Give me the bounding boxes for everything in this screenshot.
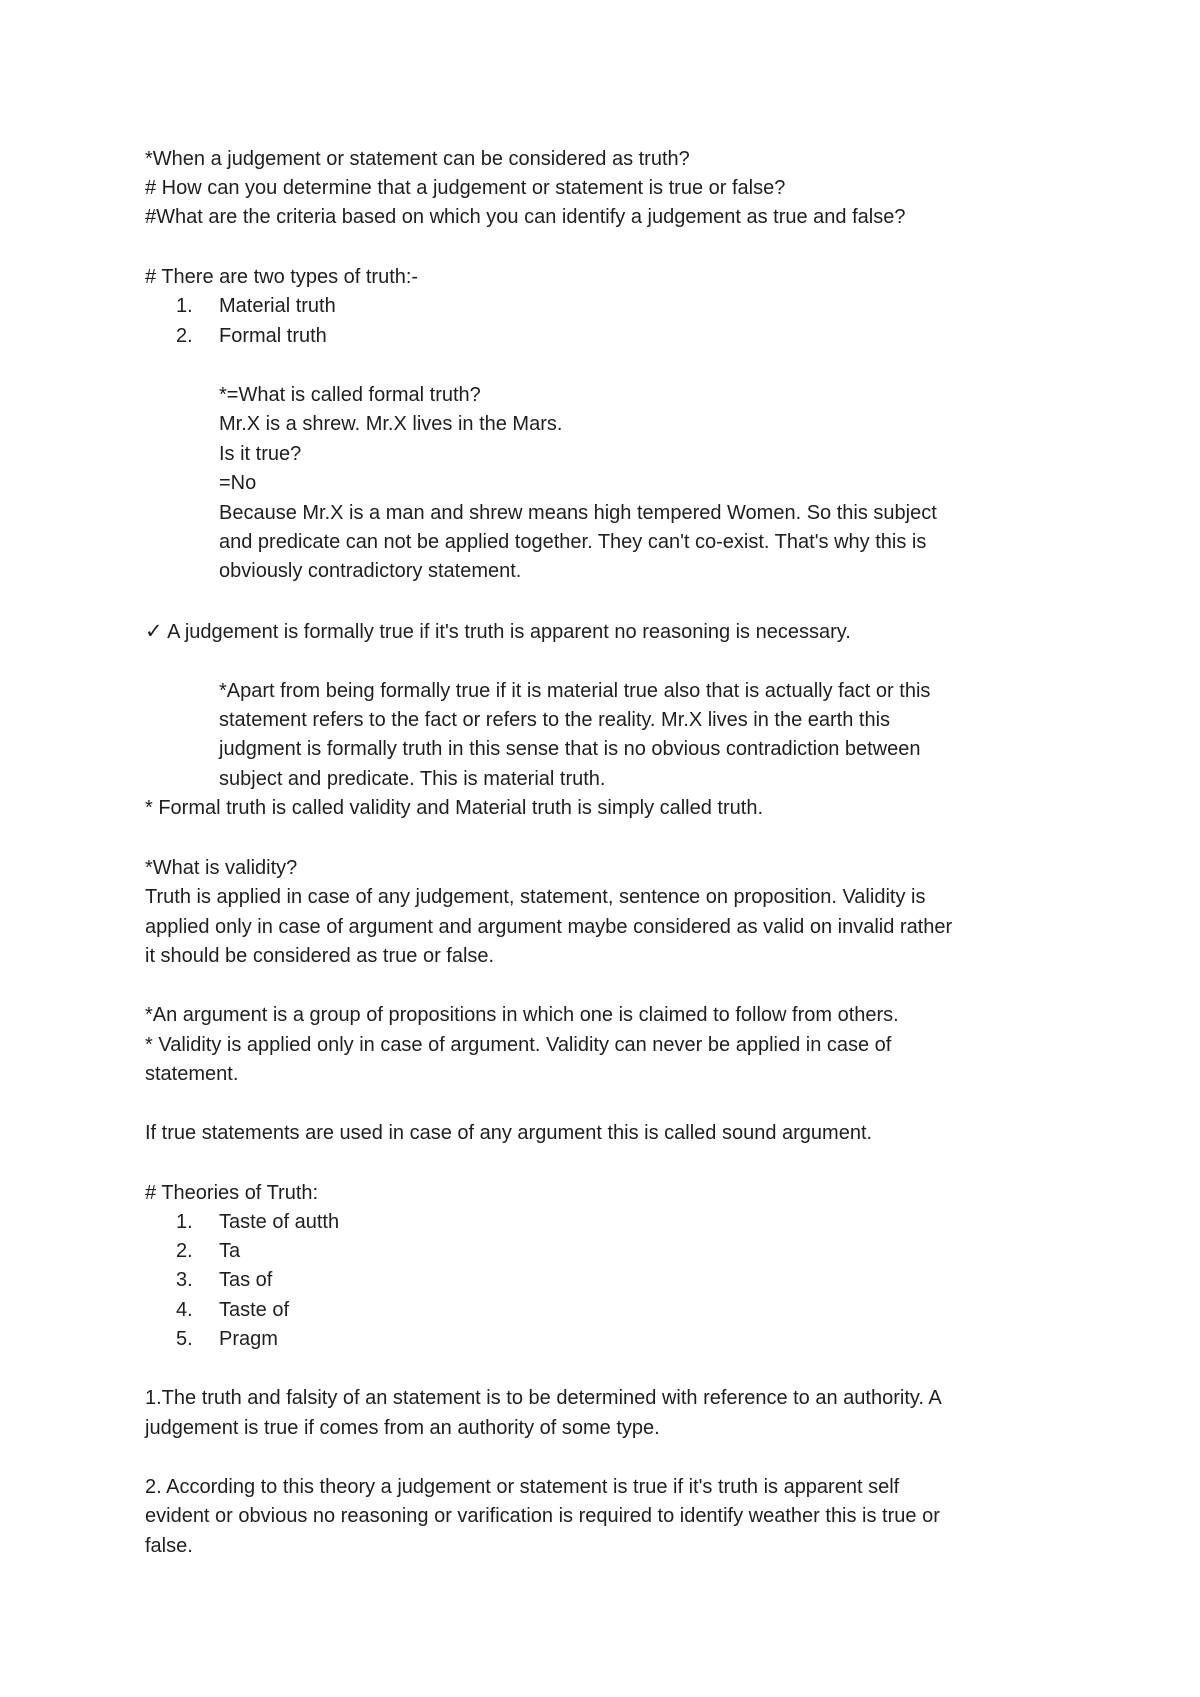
list-item: Tas of — [219, 1269, 273, 1291]
list-number: 3. — [176, 1269, 193, 1291]
list-item: Ta — [219, 1240, 241, 1262]
list-item: Taste of autth — [219, 1211, 340, 1233]
theory2-para-line: 2. According to this theory a judgement or statement is true if it's truth is apparent self — [145, 1476, 900, 1498]
theory2-para-line: false. — [145, 1535, 193, 1557]
theory1-para-line: 1.The truth and falsity of an statement is to be determined with reference to an authority. A — [145, 1387, 942, 1409]
list-item: Taste of — [219, 1299, 290, 1321]
theory1-para-line: judgement is true if comes from an authority of some type. — [145, 1417, 660, 1439]
formal-block-line: Because Mr.X is a man and shrew means high tempered Women. So this subject — [219, 502, 937, 524]
sound-argument-para: If true statements are used in case of any argument this is called sound argument. — [145, 1122, 873, 1144]
check-statement-text: A judgement is formally true if it's truth is apparent no reasoning is necessary. — [167, 621, 851, 643]
check-mark-icon: ✓ — [145, 619, 163, 643]
formal-block-line: Mr.X is a shrew. Mr.X lives in the Mars. — [219, 413, 563, 435]
material-block-line: subject and predicate. This is material truth. — [219, 768, 606, 790]
list-number: 1. — [176, 295, 193, 317]
types-heading: # There are two types of truth:- — [145, 266, 419, 288]
formal-block-line: obviously contradictory statement. — [219, 560, 522, 582]
list-item: Pragm — [219, 1328, 278, 1350]
list-item: Material truth — [219, 295, 336, 317]
theories-heading: # Theories of Truth: — [145, 1182, 319, 1204]
argument-para-line: * Validity is applied only in case of argument. Validity can never be applied in case of — [145, 1034, 892, 1056]
argument-para-line: *An argument is a group of propositions in which one is claimed to follow from others. — [145, 1004, 899, 1026]
formal-block-line: *=What is called formal truth? — [219, 384, 481, 406]
material-block-line: judgment is formally truth in this sense that is no obvious contradiction between — [219, 738, 921, 760]
question-line: # How can you determine that a judgement or statement is true or false? — [145, 177, 786, 199]
formal-block-line: Is it true? — [219, 443, 302, 465]
list-number: 2. — [176, 1240, 193, 1262]
material-block-line: statement refers to the fact or refers to the reality. Mr.X lives in the earth this — [219, 709, 891, 731]
theory2-para-line: evident or obvious no reasoning or varification is required to identify weather this is true or — [145, 1505, 940, 1527]
material-block-line: *Apart from being formally true if it is material true also that is actually fact or this — [219, 680, 931, 702]
validity-para-line: applied only in case of argument and argument maybe considered as valid on invalid rather — [145, 916, 953, 938]
question-line: *When a judgement or statement can be considered as truth? — [145, 148, 690, 170]
validity-note: * Formal truth is called validity and Material truth is simply called truth. — [145, 797, 764, 819]
list-item: Formal truth — [219, 325, 327, 347]
list-number: 2. — [176, 325, 193, 347]
list-number: 5. — [176, 1328, 193, 1350]
question-line: #What are the criteria based on which you can identify a judgement as true and false? — [145, 206, 906, 228]
list-number: 4. — [176, 1299, 193, 1321]
formal-block-line: =No — [219, 472, 257, 494]
validity-para-line: it should be considered as true or false. — [145, 945, 495, 967]
formal-block-line: and predicate can not be applied together. They can't co-exist. That's why this is — [219, 531, 927, 553]
check-statement — [145, 619, 851, 644]
validity-para-line: Truth is applied in case of any judgement, statement, sentence on proposition. Validity is — [145, 886, 926, 908]
validity-heading: *What is validity? — [145, 857, 298, 879]
list-number: 1. — [176, 1211, 193, 1233]
argument-para-line: statement. — [145, 1063, 239, 1085]
